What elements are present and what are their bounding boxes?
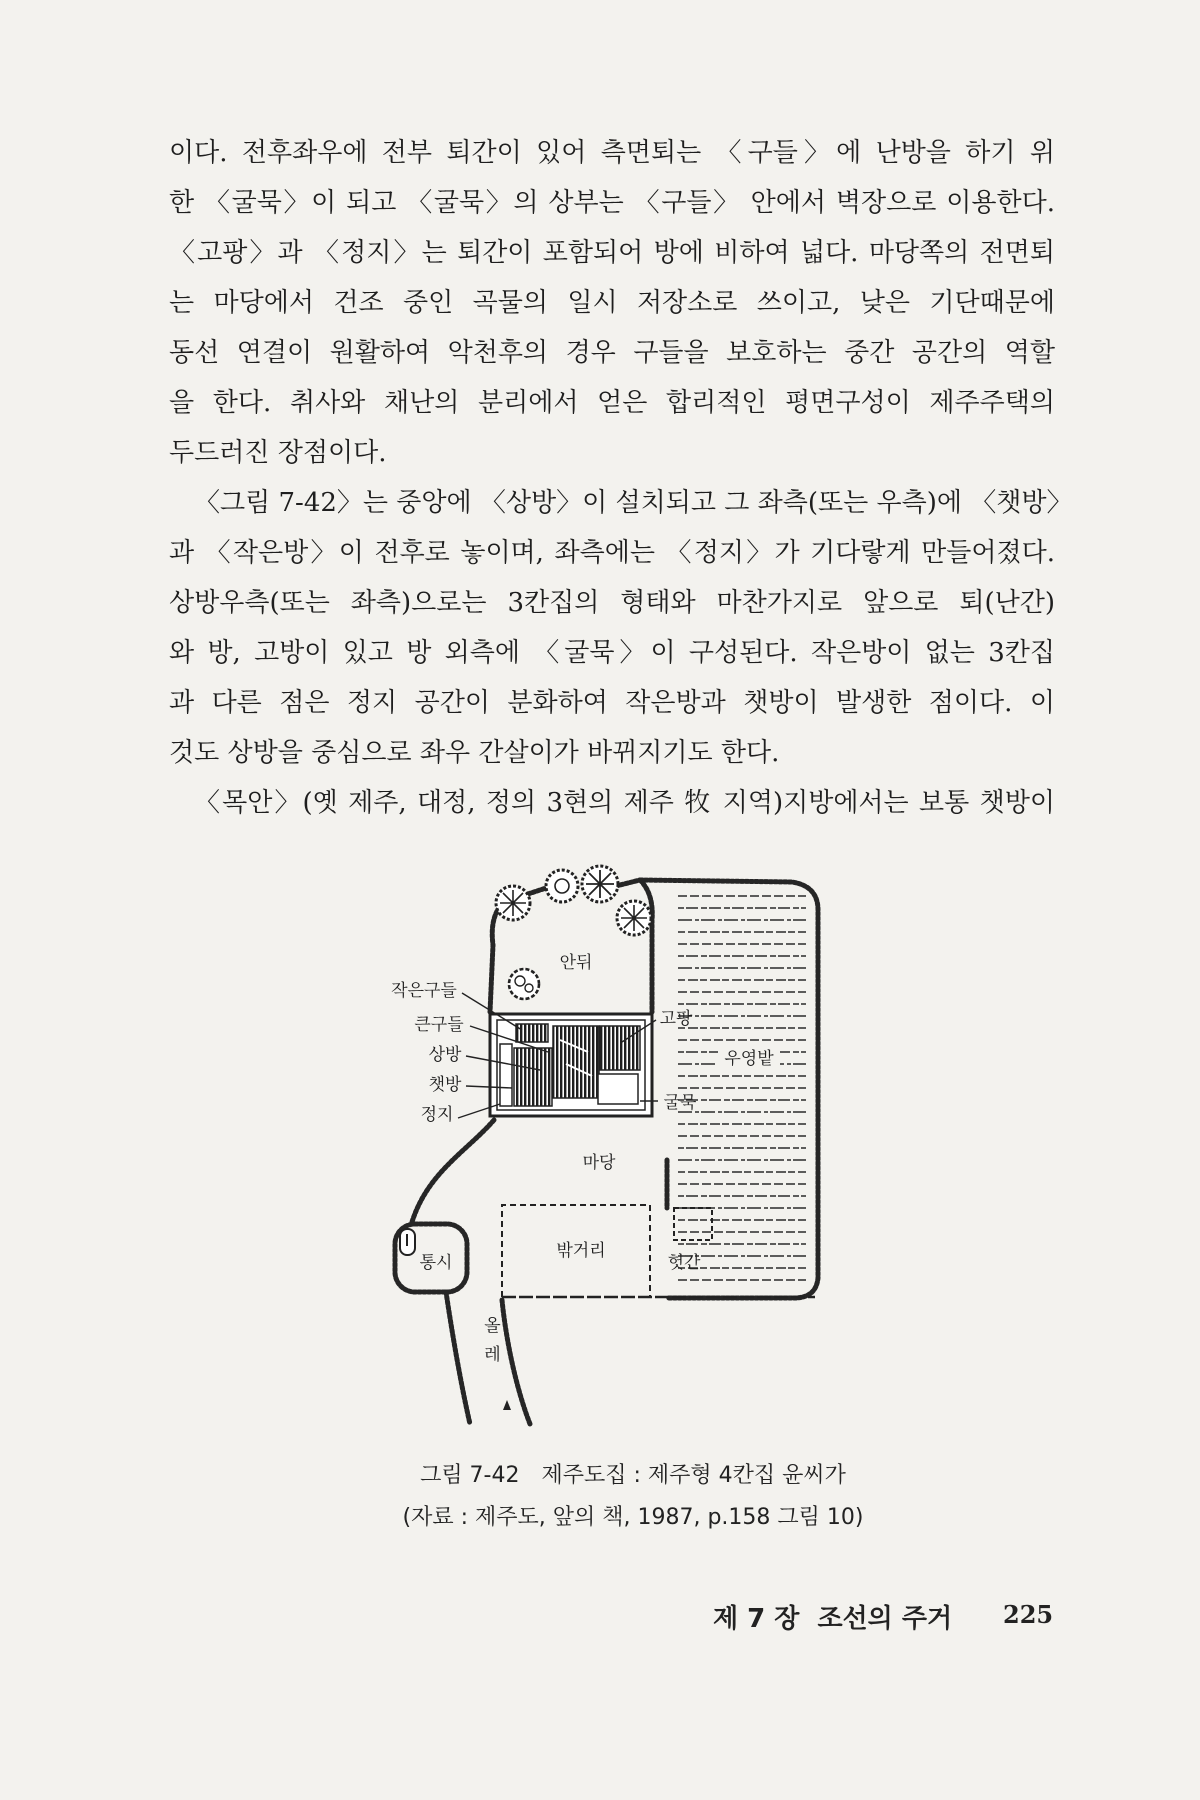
running-footer — [713, 1598, 952, 1635]
figure-source: (자료 : 제주도, 앞의 책, 1987, p.158 그림 10) — [402, 1505, 864, 1530]
body-text-line: 이다. 전후좌우에 전부 퇴간이 있어 측면퇴는 〈구들〉에 난방을 하기 위 — [169, 138, 1055, 168]
tree-icon — [509, 969, 539, 999]
tree-icon — [546, 870, 578, 902]
label-sangbang: 상방 — [428, 1045, 462, 1065]
label-jeongji: 정지 — [420, 1105, 454, 1125]
footer-chapter-number: 제 7 장 — [713, 1604, 800, 1634]
figure-number: 그림 7-42 — [420, 1463, 520, 1488]
jeju-house-site-plan — [330, 840, 850, 1450]
room-jeongji — [500, 1044, 512, 1106]
label-tongsi: 통시 — [419, 1253, 453, 1273]
label-bakgeori: 밖거리 — [556, 1241, 606, 1261]
body-text-line: 두드러진 장점이다. — [169, 438, 387, 468]
field-hedge-boundary — [640, 880, 818, 1298]
label-jageun-gudeul: 작은구들 — [391, 981, 457, 1001]
label-gopang: 고팡 — [659, 1009, 693, 1029]
body-text-line: 와 방, 고방이 있고 방 외측에 〈굴묵〉이 구성된다. 작은방이 없는 3칸집 — [169, 638, 1055, 668]
body-text-line: 과 다른 점은 정지 공간이 분화하여 작은방과 챗방이 발생한 점이다. 이 — [169, 688, 1055, 718]
figure-title: 제주도집 : 제주형 4칸집 윤씨가 — [541, 1463, 846, 1488]
label-heotgan: 헛간 — [667, 1253, 701, 1273]
room-gopang — [600, 1026, 640, 1070]
label-madang: 마당 — [582, 1153, 616, 1173]
label-chaetbang: 챗방 — [428, 1075, 462, 1095]
label-uyeongbat: 우영밭 — [724, 1049, 774, 1069]
olle-left-wall — [446, 1292, 470, 1424]
body-text-line: 과 〈작은방〉이 전후로 놓이며, 좌측에는 〈정지〉가 기다랗게 만들어졌다. — [169, 538, 1055, 568]
room-sangbang — [553, 1026, 599, 1098]
tree-icon — [582, 866, 618, 902]
backyard-hedge-right — [640, 880, 652, 1012]
body-text-line: 것도 상방을 중심으로 좌우 간살이가 바뀌지기도 한다. — [169, 738, 780, 768]
label-an-dwi: 안뒤 — [559, 953, 593, 973]
body-text-line: 〈그림 7-42〉는 중앙에 〈상방〉이 설치되고 그 좌측(또는 우측)에 〈챗방〉 — [194, 488, 1073, 518]
heotgan-small-shed — [674, 1208, 712, 1240]
olle-arrow-icon — [503, 1400, 511, 1410]
tree-icon — [617, 901, 651, 935]
footer-chapter-title: 조선의 주거 — [817, 1604, 953, 1634]
body-text-line: 상방우측(또는 좌측)으로는 3칸집의 형태와 마찬가지로 앞으로 퇴(난간) — [169, 588, 1055, 618]
field-furrows — [678, 896, 806, 1280]
body-text-line: 을 한다. 취사와 채난의 분리에서 얻은 합리적인 평면구성이 제주주택의 — [169, 388, 1055, 418]
figure-caption — [333, 1458, 933, 1489]
body-text-line: 〈고팡〉과 〈정지〉는 퇴간이 포함되어 방에 비하여 넓다. 마당쪽의 전면퇴 — [169, 238, 1055, 268]
room-jageun-gudeul — [516, 1024, 548, 1042]
label-gulmuk: 굴묵 — [663, 1093, 697, 1113]
page-number: 225 — [1003, 1600, 1054, 1629]
tree-icon — [496, 886, 530, 920]
body-text-line: 동선 연결이 원활하여 악천후의 경우 구들을 보호하는 중간 공간의 역할 — [169, 338, 1055, 368]
body-text — [169, 128, 1073, 828]
body-text-line: 〈목안〉(옛 제주, 대정, 정의 3현의 제주 牧 지역)지방에서는 보통 챗방이 — [194, 788, 1055, 818]
room-gulmuk-side — [598, 1074, 638, 1104]
room-keun-gudeul — [514, 1048, 552, 1106]
body-text-line: 한 〈굴묵〉이 되고 〈굴묵〉의 상부는 〈구들〉 안에서 벽장으로 이용한다. — [169, 188, 1055, 218]
yard-wall-left — [412, 1120, 494, 1222]
label-keun-gudeul: 큰구들 — [414, 1015, 464, 1035]
label-olle: 올레 — [480, 1316, 500, 1374]
body-text-line: 는 마당에서 건조 중인 곡물의 일시 저장소로 쓰이고, 낮은 기단때문에 — [169, 288, 1055, 318]
